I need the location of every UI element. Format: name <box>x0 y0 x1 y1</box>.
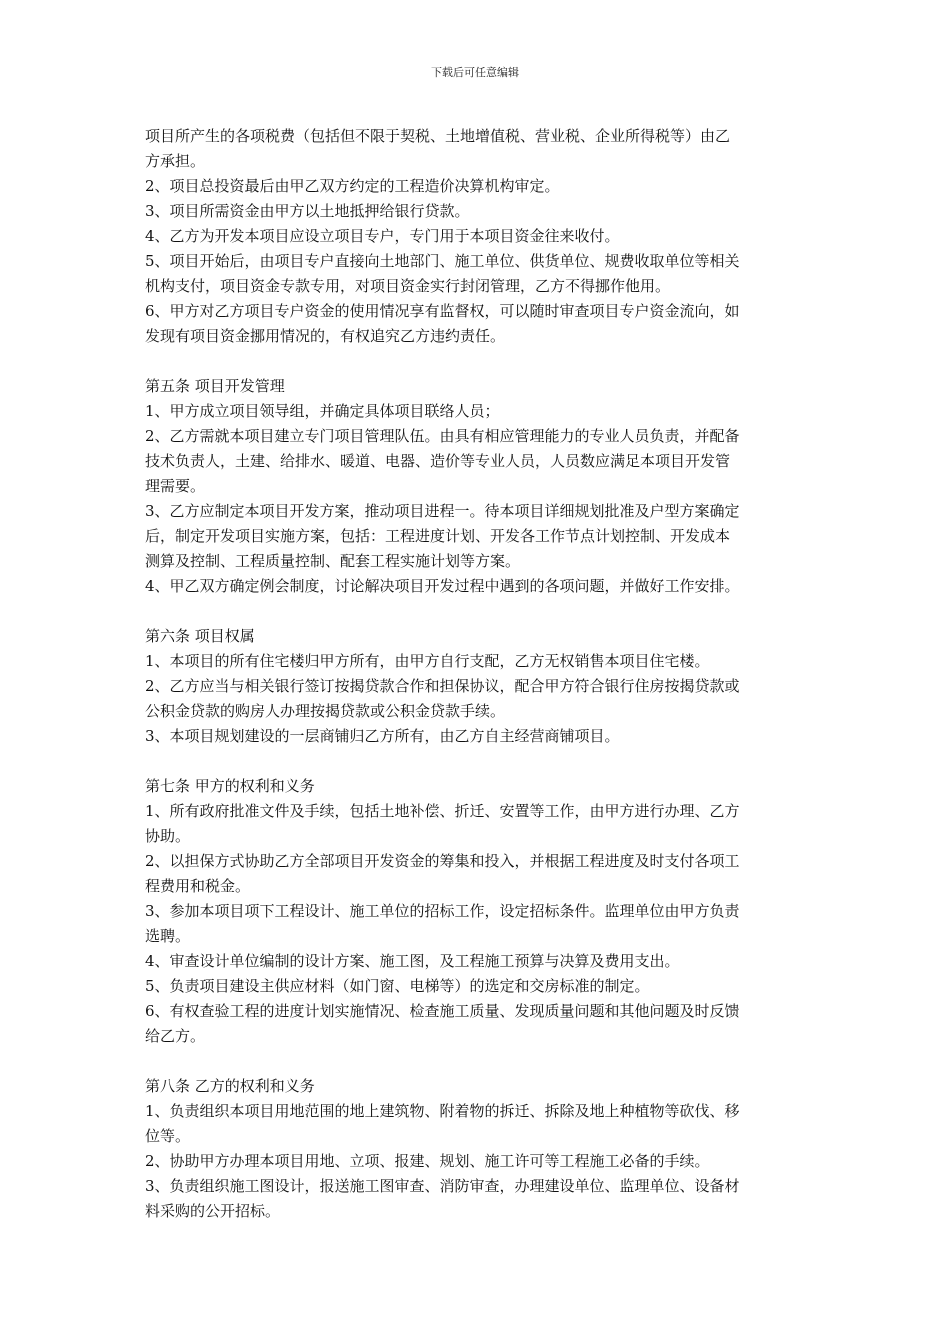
text-line: 选聘。 <box>145 927 191 945</box>
text-line: 技术负责人，土建、给排水、暖道、电器、造价等专业人员，人员数应满足本项目开发管 <box>145 452 731 470</box>
text-line: 6、甲方对乙方项目专户资金的使用情况享有监督权，可以随时审查项目专户资金流向，如 <box>145 302 740 320</box>
text-line: 5、项目开始后，由项目专户直接向土地部门、施工单位、供货单位、规费收取单位等相关 <box>145 252 740 270</box>
text-line: 方承担。 <box>145 152 206 170</box>
text-line: 4、甲乙双方确定例会制度，讨论解决项目开发过程中遇到的各项问题，并做好工作安排。 <box>145 577 740 595</box>
text-line: 程费用和税金。 <box>145 877 251 895</box>
text-line: 3、项目所需资金由甲方以土地抵押给银行贷款。 <box>145 202 470 220</box>
text-line: 协助。 <box>145 827 191 845</box>
text-line: 发现有项目资金挪用情况的，有权追究乙方违约责任。 <box>145 327 506 345</box>
text-line: 2、项目总投资最后由甲乙双方约定的工程造价决算机构审定。 <box>145 177 560 195</box>
text-line: 第八条 乙方的权利和义务 <box>145 1077 315 1095</box>
page-header: 下载后可任意编辑 <box>431 66 519 79</box>
text-section <box>145 1074 810 1224</box>
text-line: 1、甲方成立项目领导组，并确定具体项目联络人员； <box>145 402 500 420</box>
text-line: 给乙方。 <box>145 1027 206 1045</box>
text-line: 机构支付，项目资金专款专用，对项目资金实行封闭管理，乙方不得挪作他用。 <box>145 277 671 295</box>
text-line: 3、参加本项目项下工程设计、施工单位的招标工作，设定招标条件。监理单位由甲方负责 <box>145 902 740 920</box>
text-line: 后，制定开发项目实施方案，包括：工程进度计划、开发各工作节点计划控制、开发成本 <box>145 527 731 545</box>
text-line: 测算及控制、工程质量控制、配套工程实施计划等方案。 <box>145 552 521 570</box>
text-line: 位等。 <box>145 1127 191 1145</box>
text-section <box>145 124 810 349</box>
text-line: 3、负责组织施工图设计，报送施工图审查、消防审查，办理建设单位、监理单位、设备材 <box>145 1177 740 1195</box>
text-line: 第六条 项目权属 <box>145 627 255 645</box>
text-line: 2、协助甲方办理本项目用地、立项、报建、规划、施工许可等工程施工必备的手续。 <box>145 1152 710 1170</box>
text-line: 2、以担保方式协助乙方全部项目开发资金的筹集和投入，并根据工程进度及时支付各项工 <box>145 852 740 870</box>
text-line: 6、有权查验工程的进度计划实施情况、检查施工质量、发现质量问题和其他问题及时反馈 <box>145 1002 740 1020</box>
text-line: 1、本项目的所有住宅楼归甲方所有，由甲方自行支配，乙方无权销售本项目住宅楼。 <box>145 652 710 670</box>
text-section <box>145 624 810 749</box>
text-line: 理需要。 <box>145 477 206 495</box>
text-line: 1、负责组织本项目用地范围的地上建筑物、附着物的拆迁、拆除及地上种植物等砍伐、移 <box>145 1102 740 1120</box>
text-line: 4、审查设计单位编制的设计方案、施工图，及工程施工预算与决算及费用支出。 <box>145 952 680 970</box>
text-section <box>145 774 810 1049</box>
text-line: 2、乙方应当与相关银行签订按揭贷款合作和担保协议，配合甲方符合银行住房按揭贷款或 <box>145 677 740 695</box>
text-line: 3、乙方应制定本项目开发方案，推动项目进程一。待本项目详细规划批准及户型方案确定 <box>145 502 740 520</box>
text-line: 第五条 项目开发管理 <box>145 377 285 395</box>
text-line: 5、负责项目建设主供应材料（如门窗、电梯等）的选定和交房标准的制定。 <box>145 977 650 995</box>
text-line: 3、本项目规划建设的一层商铺归乙方所有，由乙方自主经营商铺项目。 <box>145 727 620 745</box>
text-line: 料采购的公开招标。 <box>145 1202 281 1220</box>
text-section <box>145 374 810 599</box>
document-body <box>145 124 810 1224</box>
text-line: 公积金贷款的购房人办理按揭贷款或公积金贷款手续。 <box>145 702 506 720</box>
text-line: 1、所有政府批准文件及手续，包括土地补偿、折迁、安置等工作，由甲方进行办理、乙方 <box>145 802 740 820</box>
text-line: 第七条 甲方的权利和义务 <box>145 777 315 795</box>
text-line: 项目所产生的各项税费（包括但不限于契税、土地增值税、营业税、企业所得税等）由乙 <box>145 127 731 145</box>
text-line: 4、乙方为开发本项目应设立项目专户，专门用于本项目资金往来收付。 <box>145 227 620 245</box>
text-line: 2、乙方需就本项目建立专门项目管理队伍。由具有相应管理能力的专业人员负责，并配备 <box>145 427 740 445</box>
